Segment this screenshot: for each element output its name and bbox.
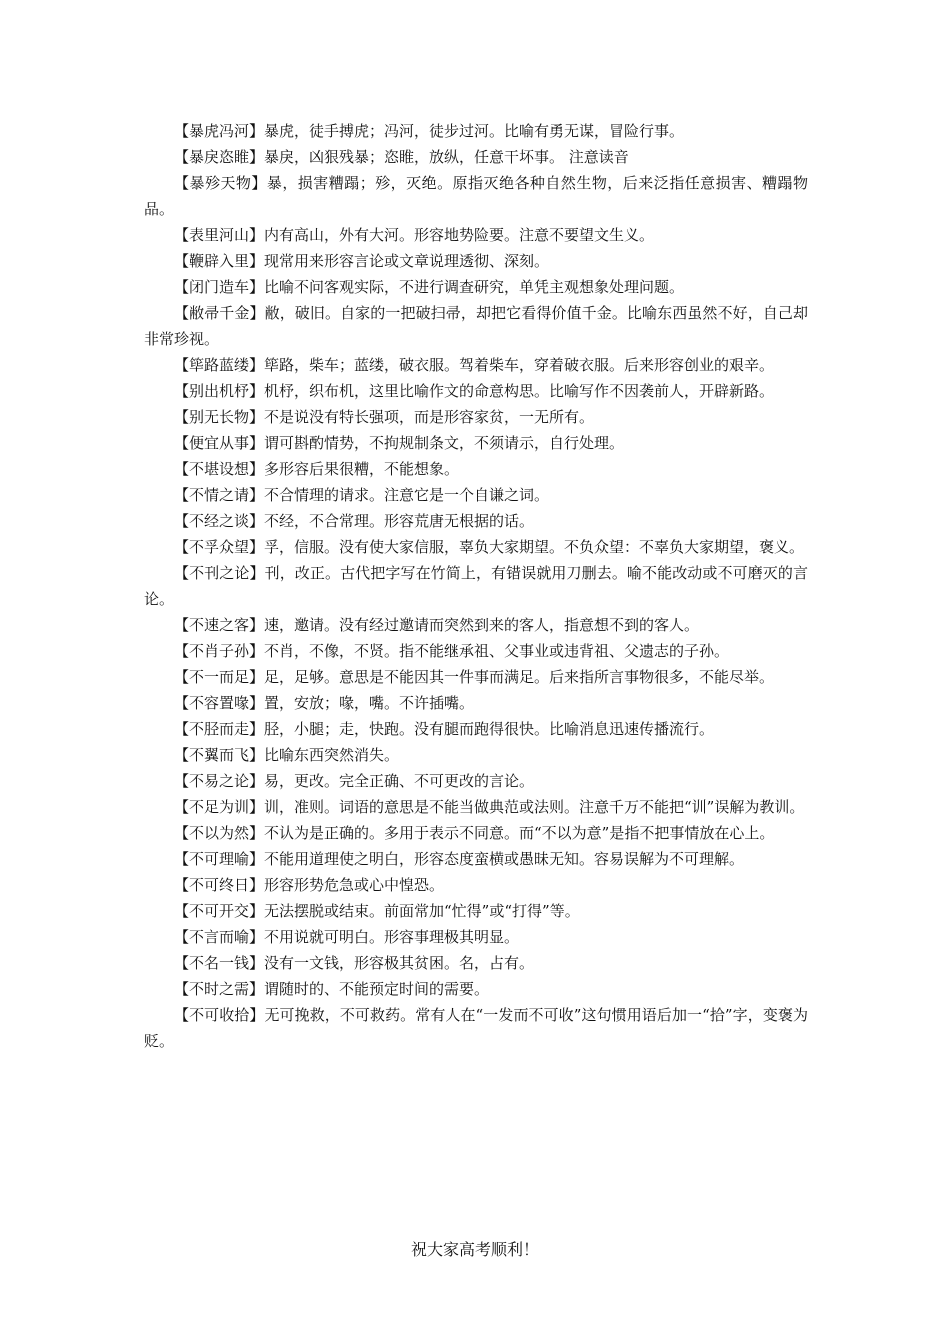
entry [144,118,808,144]
entry-text: 孚，信服。没有使大家信服，辜负大家期望。不负众望：不辜负大家期望，褒义。 [264,538,805,556]
entry-term: 【别出机杼】 [174,382,265,400]
entry-term: 【筚路蓝缕】 [174,356,265,374]
entry-term: 【鞭辟入里】 [174,252,265,270]
entry-text: 现常用来形容言论或文章说理透彻、深刻。 [264,252,550,270]
entry [144,924,808,950]
entry [144,950,808,976]
entry [144,430,808,456]
entry [144,274,808,300]
entry [144,144,808,170]
entry [144,534,808,560]
entry-term: 【不情之请】 [174,486,265,504]
entry [144,1002,808,1054]
entry-term: 【不堪设想】 [174,460,265,478]
entry-text: 不肖，不像，不贤。指不能继承祖、父事业或违背祖、父遗志的子孙。 [264,642,730,660]
entry-term: 【不速之客】 [174,616,265,634]
document-body [144,118,808,1054]
entry-term: 【表里河山】 [174,226,265,244]
entry-term: 【敝帚千金】 [174,304,265,322]
entry-text: 暴，损害糟蹋；殄，灭绝。原指灭绝各种自然生物，后来泛指任意损害、糟蹋物品。 [144,174,808,218]
entry-text: 无法摆脱或结束。前面常加“忙得”或“打得”等。 [264,902,580,920]
entry [144,352,808,378]
entry-term: 【暴殄天物】 [174,174,267,192]
entry-text: 无可挽救，不可救药。常有人在“一发而不可收”这句惯用语后加一“拾”字，变褒为贬。 [144,1006,808,1050]
entry-text: 训，准则。词语的意思是不能当做典范或法则。注意千万不能把“训”误解为教训。 [264,798,805,816]
entry [144,976,808,1002]
entry-term: 【暴戾恣睢】 [174,148,265,166]
entry-text: 敝，破旧。自家的一把破扫帚，却把它看得价值千金。比喻东西虽然不好，自己却非常珍视。 [144,304,808,348]
entry [144,404,808,430]
entry [144,872,808,898]
entry-text: 易，更改。完全正确、不可更改的言论。 [264,772,535,790]
entry-text: 不能用道理使之明白，形容态度蛮横或愚昧无知。容易误解为不可理解。 [264,850,745,868]
entry-term: 【不可终日】 [174,876,265,894]
entry-term: 【便宜从事】 [174,434,265,452]
entry-text: 速，邀请。没有经过邀请而突然到来的客人，指意想不到的客人。 [264,616,700,634]
entry [144,612,808,638]
entry-text: 不经，不合常理。形容荒唐无根据的话。 [264,512,535,530]
entry-text: 不合情理的请求。注意它是一个自谦之词。 [264,486,550,504]
entry [144,222,808,248]
entry-text: 暴戾，凶狠残暴；恣睢，放纵，任意干坏事。 注意读音 [264,148,629,166]
entry-text: 刊，改正。古代把字写在竹简上，有错误就用刀删去。喻不能改动或不可磨灭的言论。 [144,564,808,608]
entry-term: 【不名一钱】 [174,954,265,972]
entry-term: 【不翼而飞】 [174,746,265,764]
entry [144,508,808,534]
entry [144,300,808,352]
entry-text: 多形容后果很糟，不能想象。 [264,460,460,478]
entry-text: 机杼，织布机，这里比喻作文的命意构思。比喻写作不因袭前人，开辟新路。 [264,382,775,400]
entry-text: 胫，小腿；走，快跑。没有腿而跑得很快。比喻消息迅速传播流行。 [264,720,715,738]
entry [144,846,808,872]
footer-message: 祝大家高考顺利！ [410,1240,539,1259]
entry-text: 筚路，柴车；蓝缕，破衣服。驾着柴车，穿着破衣服。后来形容创业的艰辛。 [264,356,775,374]
entry-text: 内有高山，外有大河。形容地势险要。注意不要望文生义。 [264,226,655,244]
entry-text: 形容形势危急或心中惶恐。 [264,876,445,894]
entry-text: 不用说就可明白。形容事理极其明显。 [264,928,520,946]
entry-text: 比喻不问客观实际，不进行调查研究，单凭主观想象处理问题。 [264,278,685,296]
entry-term: 【不时之需】 [174,980,265,998]
entry-term: 【闭门造车】 [174,278,265,296]
entry-text: 不认为是正确的。多用于表示不同意。而“不以为意”是指不把事情放在心上。 [264,824,775,842]
entry-text: 没有一文钱，形容极其贫困。名，占有。 [264,954,535,972]
entry-term: 【不易之论】 [174,772,265,790]
entry-term: 【不可开交】 [174,902,265,920]
entry-term: 【不足为训】 [174,798,265,816]
entry [144,690,808,716]
entry-term: 【不可理喻】 [174,850,265,868]
entry [144,794,808,820]
entry [144,716,808,742]
entry-term: 【不容置喙】 [174,694,265,712]
entry [144,170,808,222]
entry-term: 【别无长物】 [174,408,265,426]
entry [144,768,808,794]
entry-text: 谓随时的、不能预定时间的需要。 [264,980,490,998]
entry-term: 【不可收拾】 [174,1006,265,1024]
entry [144,560,808,612]
entry-text: 不是说没有特长强项，而是形容家贫，一无所有。 [264,408,595,426]
entry-term: 【不孚众望】 [174,538,265,556]
entry [144,898,808,924]
entry-text: 比喻东西突然消失。 [264,746,400,764]
entry-term: 【不言而喻】 [174,928,265,946]
entry-term: 【不经之谈】 [174,512,265,530]
entry [144,820,808,846]
entry-term: 【暴虎冯河】 [174,122,265,140]
entry-text: 暴虎，徒手搏虎；冯河，徒步过河。比喻有勇无谋，冒险行事。 [264,122,685,140]
entry-term: 【不一而足】 [174,668,265,686]
entry [144,638,808,664]
entry [144,456,808,482]
entry-term: 【不以为然】 [174,824,265,842]
entry [144,482,808,508]
entry-text: 谓可斟酌情势，不拘规制条文，不须请示，自行处理。 [264,434,625,452]
entry [144,742,808,768]
entry-text: 置，安放；喙，嘴。不许插嘴。 [264,694,475,712]
entry-term: 【不刊之论】 [174,564,265,582]
entry [144,248,808,274]
entry-term: 【不肖子孙】 [174,642,265,660]
entry [144,664,808,690]
entry-text: 足，足够。意思是不能因其一件事而满足。后来指所言事物很多，不能尽举。 [264,668,775,686]
entry-term: 【不胫而走】 [174,720,265,738]
entry [144,378,808,404]
